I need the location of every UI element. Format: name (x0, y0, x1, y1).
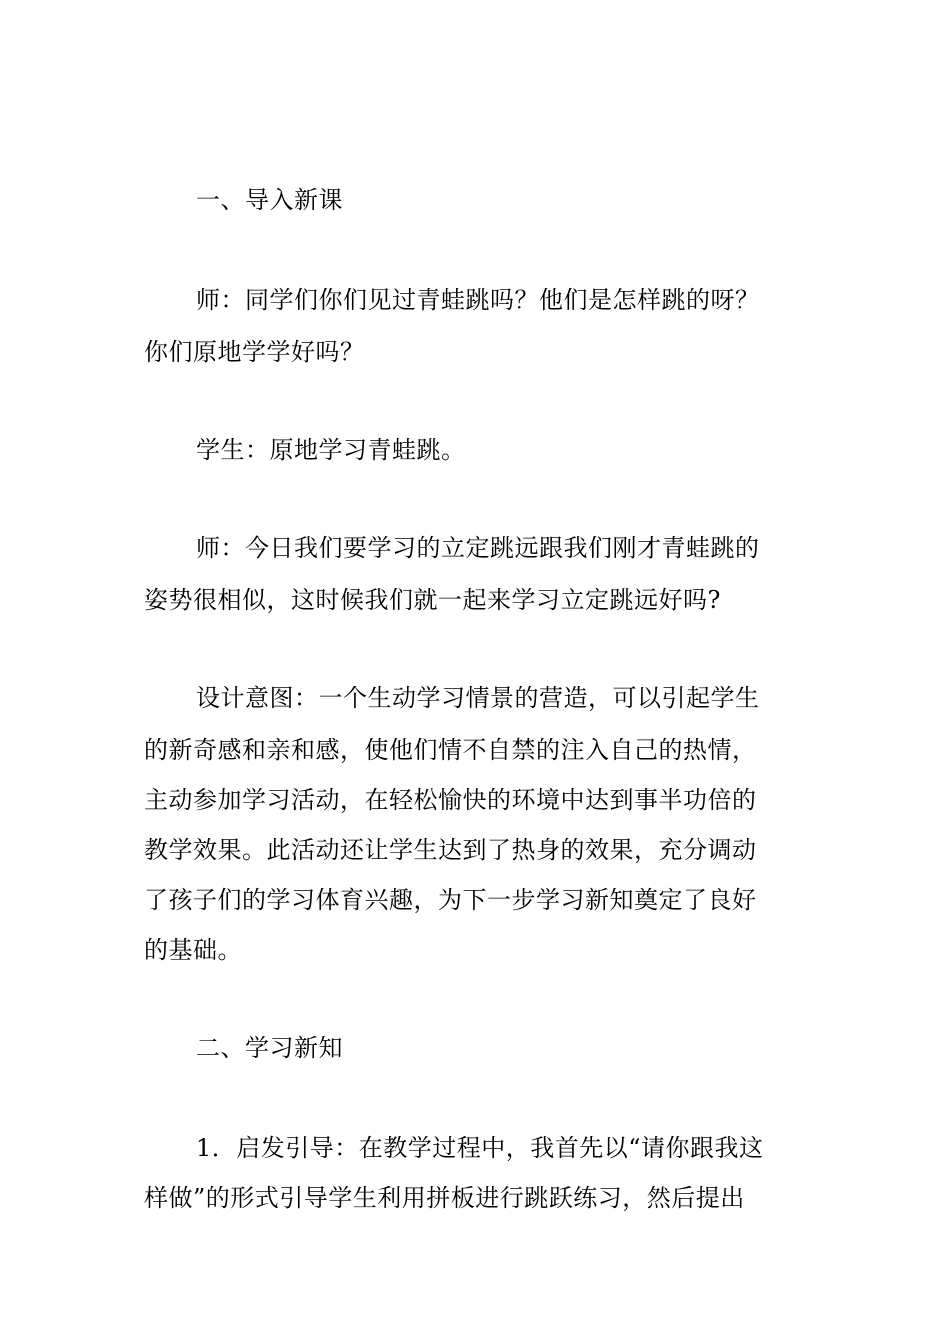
design-intent-line-3: 主动参加学习活动，在轻松愉快的环境中达到事半功倍的 (144, 786, 757, 814)
student-reply: 学生：原地学习青蛙跳。 (196, 436, 466, 464)
section-heading-new-knowledge: 二、学习新知 (196, 1034, 343, 1062)
design-intent-line-5: 了孩子们的学习体育兴趣，为下一步学习新知奠定了良好 (144, 886, 757, 914)
teacher-question-1-line-2: 你们原地学学好吗？ (144, 338, 365, 366)
step-1-line-1: 1．启发引导：在教学过程中，我首先以“请你跟我这 (196, 1134, 764, 1162)
design-intent-line-2: 的新奇感和亲和感，使他们情不自禁的注入自己的热情， (144, 736, 757, 764)
design-intent-line-6: 的基础。 (144, 936, 242, 964)
section-heading-intro: 一、导入新课 (196, 186, 343, 214)
teacher-question-2-line-1: 师：今日我们要学习的立定跳远跟我们刚才青蛙跳的 (196, 534, 760, 562)
design-intent-line-1: 设计意图：一个生动学习情景的营造，可以引起学生 (196, 684, 760, 712)
teacher-question-1-line-1: 师：同学们你们见过青蛙跳吗？他们是怎样跳的呀？ (196, 286, 760, 314)
teacher-question-2-line-2: 姿势很相似，这时候我们就一起来学习立定跳远好吗? (144, 586, 721, 614)
design-intent-line-4: 教学效果。此活动还让学生达到了热身的效果，充分调动 (144, 836, 757, 864)
step-1-line-2: 样做”的形式引导学生利用拼板进行跳跃练习，然后提出 (144, 1184, 745, 1212)
